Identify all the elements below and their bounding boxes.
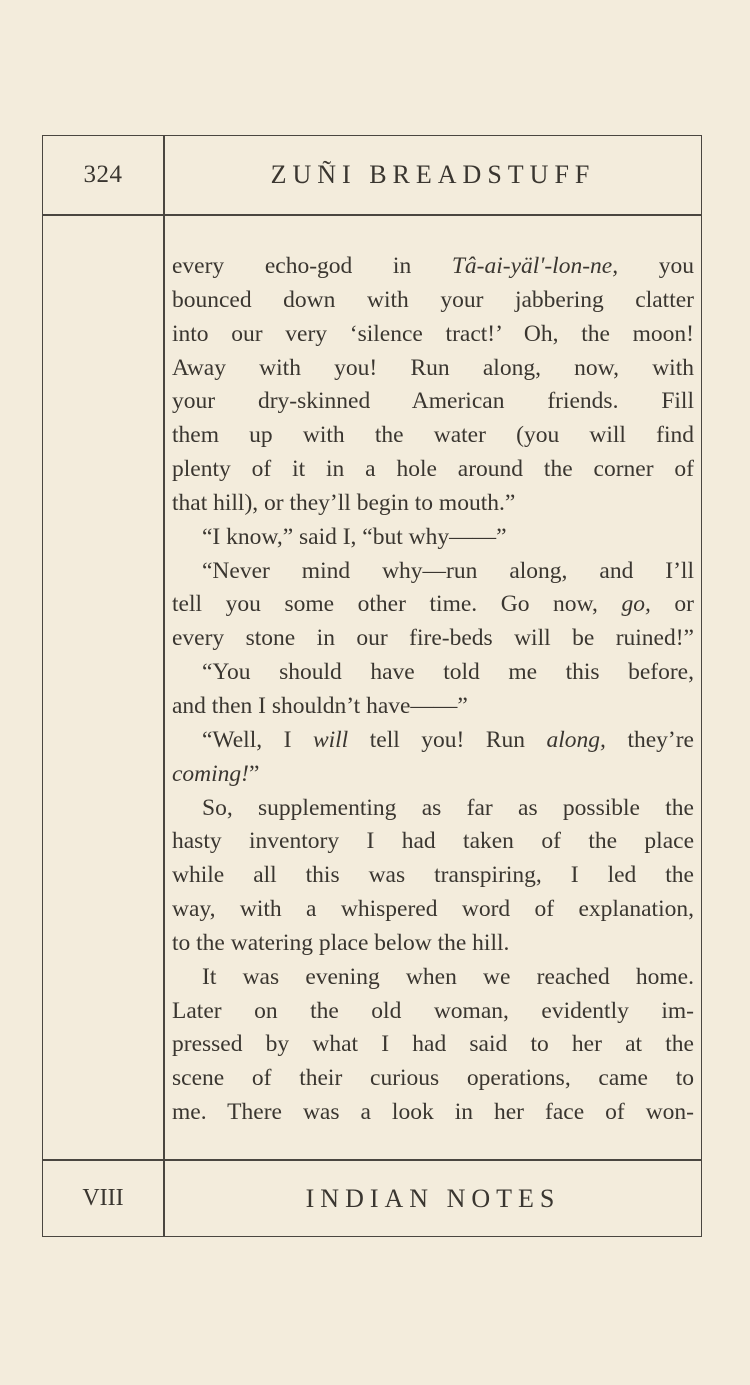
column-divider — [163, 136, 165, 1236]
text-line: and then I shouldn’t have——” — [172, 692, 468, 719]
text-line: “I know,” said I, “but why——” — [202, 523, 507, 550]
text-line: into our very ‘silence tract!’ Oh, the moon! — [172, 320, 694, 347]
text-line: hasty inventory I had taken of the place — [172, 828, 694, 855]
text-line: your dry-skinned American friends. Fill — [172, 388, 694, 415]
series-number: VIII — [82, 1185, 124, 1211]
text-line: plenty of it in a hole around the corner of — [172, 456, 694, 483]
text-line: while all this was transpiring, I led the — [172, 862, 694, 889]
text-line: “You should have told me this before, — [202, 659, 694, 686]
series-title: INDIAN NOTES — [305, 1183, 561, 1213]
body-text — [172, 250, 694, 1130]
text-line: tell you some other time. Go now, go, or — [172, 591, 694, 618]
text-line: every stone in our fire-beds will be ruined!” — [172, 625, 694, 652]
text-line: “Well, I will tell you! Run along, they’re — [202, 726, 694, 753]
text-line: scene of their curious operations, came to — [172, 1065, 694, 1092]
page-number: 324 — [83, 161, 123, 188]
running-head: ZUÑI BREADSTUFF — [270, 160, 596, 189]
text-line: “Never mind why—run along, and I’ll — [202, 557, 694, 584]
text-line: bounced down with your jabbering clatter — [172, 286, 694, 313]
text-line: pressed by what I had said to her at the — [172, 1031, 694, 1058]
text-line: So, supplementing as far as possible the — [202, 794, 694, 821]
text-line: me. There was a look in her face of won- — [172, 1099, 694, 1126]
text-line: every echo-god in Tâ-ai-yäl'-lon-ne, you — [172, 253, 694, 279]
text-line: coming!” — [172, 760, 260, 787]
text-line: them up with the water (you will find — [172, 422, 694, 449]
text-line: It was evening when we reached home. — [202, 963, 694, 990]
text-line: to the watering place below the hill. — [172, 929, 510, 956]
text-line: way, with a whispered word of explanation, — [172, 896, 694, 923]
text-line: that hill), or they’ll begin to mouth.” — [172, 489, 516, 516]
text-line: Later on the old woman, evidently im- — [172, 997, 694, 1024]
text-line: Away with you! Run along, now, with — [172, 354, 694, 381]
header-rule — [43, 214, 701, 216]
